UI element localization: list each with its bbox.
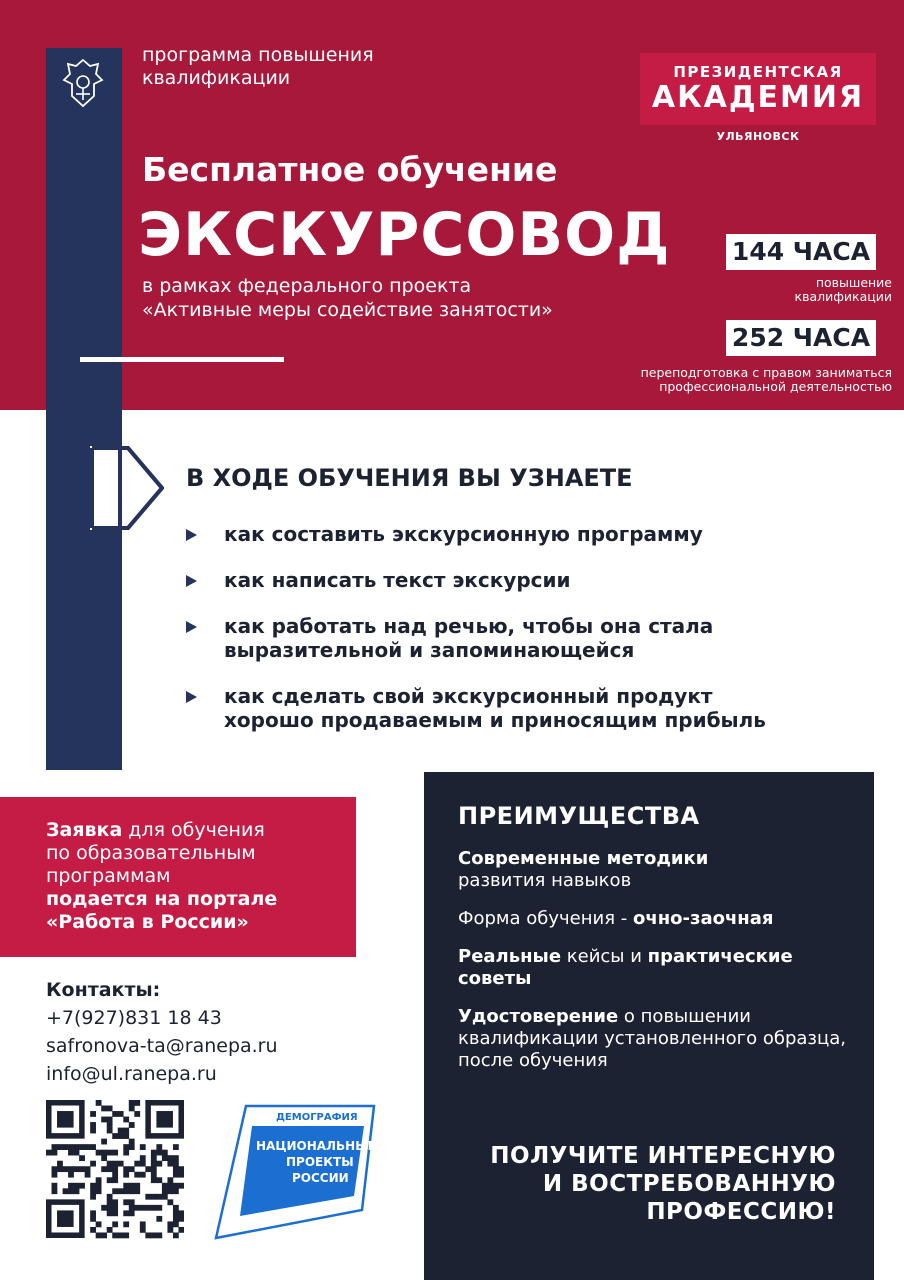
contact-phone[interactable]: +7(927)831 18 43 [46,1007,222,1029]
natproj-line3: РОССИИ [292,1171,349,1185]
advantage-text: Форма обучения - [458,908,633,929]
brand-line2: АКАДЕМИЯ [651,80,865,115]
advantage-text: кейсы и [561,946,648,967]
cta-line1: ПОЛУЧИТЕ ИНТЕРЕСНУЮ [490,1143,836,1169]
academy-emblem-icon [58,56,108,112]
hours-note-144 [795,276,892,304]
natproj-top-label: ДЕМОГРАФИЯ [276,1112,358,1123]
hours-note-line1: повышение [815,275,892,290]
subtitle-line2: «Активные меры содействие занятости» [142,299,553,321]
list-item [186,684,886,732]
subtitle-line1: в рамках федерального проекта [142,275,472,297]
triangle-bullet-icon [186,691,197,703]
apply-line1 [46,819,356,842]
advantage-bold: Удостоверение [458,1006,619,1027]
natproj-line2: ПРОЕКТЫ [286,1155,354,1169]
contacts-title: Контакты: [46,979,161,1001]
project-subtitle [142,274,553,322]
hours-note-252 [641,366,892,394]
vertical-stripe [46,48,122,770]
list-item-line1: как написать текст экскурсии [224,568,571,592]
application-info-box [0,797,356,957]
divider [80,357,284,362]
natproj-line1: НАЦИОНАЛЬНЫЕ [256,1139,376,1153]
apply-line5 [46,911,356,934]
qr-code-icon[interactable] [46,1100,184,1240]
apply-portal-name: «Работа в России» [46,911,249,933]
contact-email-1[interactable]: safronova-ta@ranepa.ru [46,1035,278,1057]
program-label-line2: квалификации [142,67,291,89]
learn-heading: В ХОДЕ ОБУЧЕНИЯ ВЫ УЗНАЕТЕ [186,464,633,492]
advantage-item [458,908,858,930]
advantage-text: развития навыков [458,870,632,891]
hours-note-line2: профессиональной деятельностью [659,379,892,394]
apply-text: для обучения [122,819,265,841]
course-title: ЭКСКУРСОВОД [138,200,671,270]
advantage-bold: практические советы [458,946,793,989]
hours-note-line1: переподготовка с правом заниматься [640,365,892,380]
list-item [186,522,886,546]
advantage-bold: Реальные [458,946,562,967]
apply-line3: программам [46,865,171,887]
cta-line3: ПРОФЕССИЮ! [646,1199,836,1225]
chevron-right-icon [90,446,164,530]
brand-city: УЛЬЯНОВСК [716,130,800,143]
program-label-line1: программа повышения [142,44,374,66]
triangle-bullet-icon [186,529,197,541]
advantage-text: о повышении квалификации установленного образца, после обучения [458,1006,846,1071]
list-item [186,568,886,592]
free-training-title: Бесплатное обучение [142,150,558,189]
apply-portal: подается на портале [46,888,278,910]
advantages-panel [424,772,874,1280]
advantage-item [458,848,858,892]
advantage-item [458,1006,858,1072]
list-item-line2: выразительной и запоминающейся [224,638,635,662]
triangle-bullet-icon [186,621,197,633]
apply-bold: Заявка [46,819,123,841]
contact-email-2[interactable]: info@ul.ranepa.ru [46,1063,217,1085]
triangle-bullet-icon [186,575,197,587]
brand-line1: ПРЕЗИДЕНТСКАЯ [673,63,843,81]
learn-list [186,522,886,754]
advantage-item [458,946,858,990]
list-item-line1: как сделать свой экскурсионный продукт [224,684,713,708]
brand-logo [640,53,876,125]
hours-badge-144: 144 ЧАСА [726,234,876,270]
hours-badge-252: 252 ЧАСА [726,320,876,356]
list-item-line2: хорошо продаваемым и приносящим прибыль [224,708,766,732]
advantage-bold: Современные методики [458,848,709,869]
national-projects-logo [206,1098,384,1242]
apply-line4 [46,888,356,911]
contacts-block [46,976,278,1088]
list-item [186,614,886,662]
hours-note-line2: квалификации [794,289,892,304]
apply-line2: по образовательным [46,842,256,864]
program-label [142,44,374,90]
cta-line2: И ВОСТРЕБОВАННУЮ [542,1171,836,1197]
list-item-line1: как работать над речью, чтобы она стала [224,614,714,638]
advantages-heading: ПРЕИМУЩЕСТВА [458,802,700,830]
list-item-line1: как составить экскурсионную программу [224,522,703,546]
call-to-action [490,1142,836,1226]
advantage-bold: очно-заочная [632,908,774,929]
